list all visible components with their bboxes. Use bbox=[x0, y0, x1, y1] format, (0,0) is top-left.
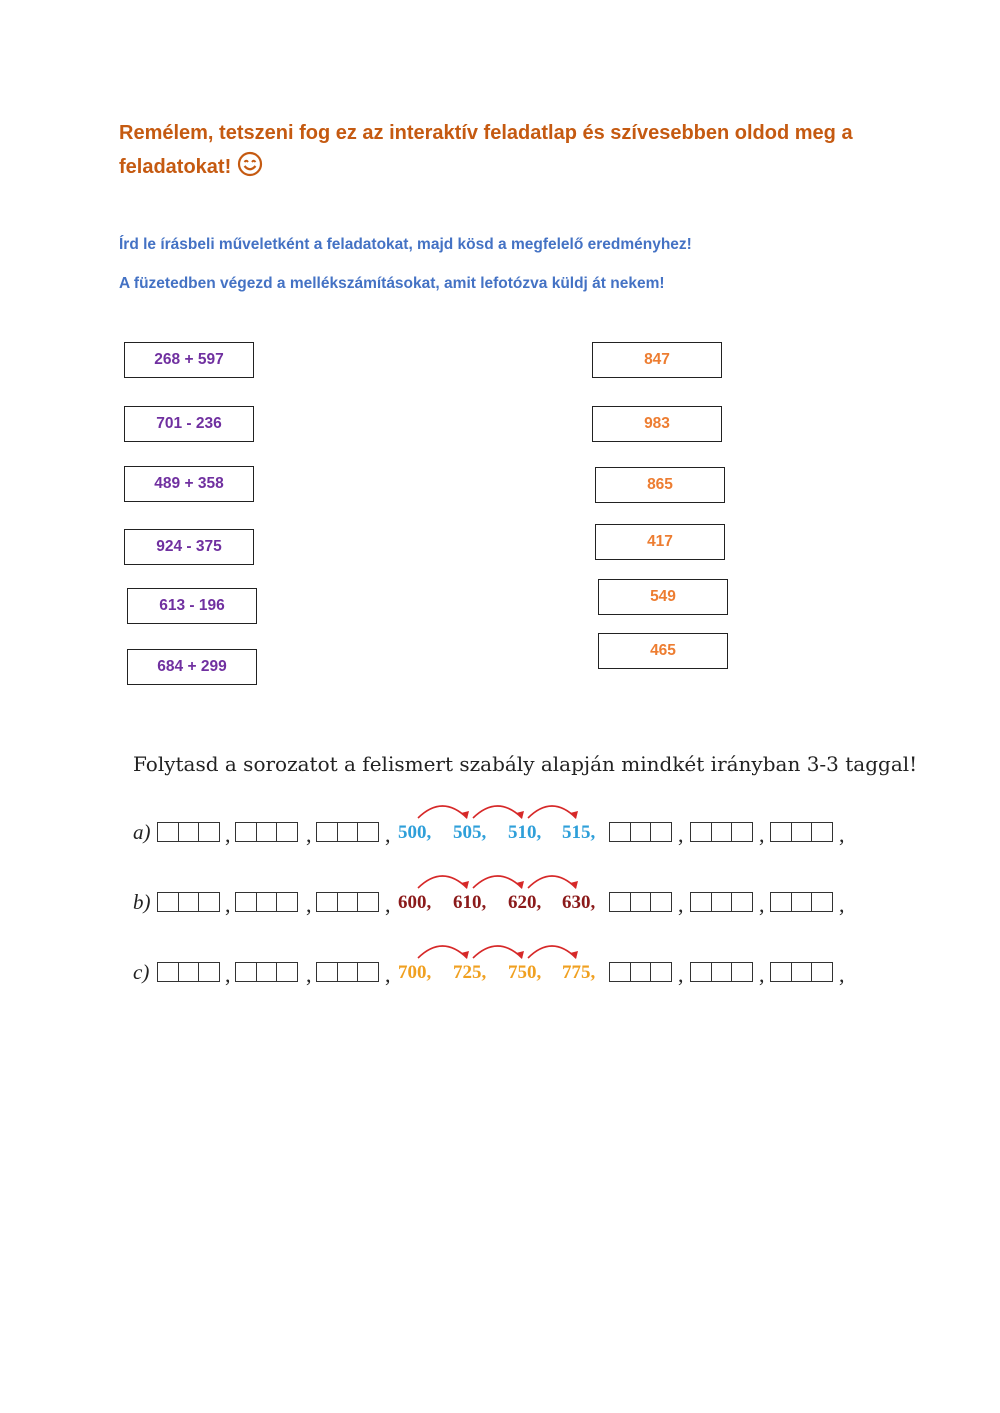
sequence-number: 610, bbox=[453, 892, 487, 913]
digit-cell[interactable] bbox=[770, 822, 792, 842]
digit-cell[interactable] bbox=[731, 822, 753, 842]
sequence-row-label: b) bbox=[133, 890, 151, 914]
sequence-number: 505, bbox=[453, 822, 487, 843]
expression-box-1[interactable]: 268 + 597 bbox=[124, 342, 254, 378]
sequence-title: Folytasd a sorozatot a felismert szabály alapján mindkét irányban 3-3 taggal! bbox=[133, 752, 918, 776]
digit-cell[interactable] bbox=[711, 962, 733, 982]
comma-separator: , bbox=[839, 822, 845, 847]
expression-box-2[interactable]: 701 - 236 bbox=[124, 406, 254, 442]
sequence-number: 750, bbox=[508, 962, 542, 983]
sequence-number: 725, bbox=[453, 962, 487, 983]
answer-input-group[interactable] bbox=[770, 892, 832, 912]
sequence-number: 775, bbox=[562, 962, 596, 983]
comma-separator: , bbox=[306, 892, 312, 917]
sequence-row bbox=[133, 812, 893, 852]
arrowhead-icon bbox=[461, 881, 469, 889]
sequence-row-label: a) bbox=[133, 820, 151, 844]
comma-separator: , bbox=[678, 962, 684, 987]
sequence-arrow bbox=[418, 946, 467, 958]
sequence-arrow bbox=[528, 876, 576, 888]
comma-separator: , bbox=[225, 822, 231, 847]
digit-cell[interactable] bbox=[770, 892, 792, 912]
digit-cell[interactable] bbox=[650, 822, 672, 842]
answer-input-group[interactable] bbox=[609, 962, 671, 982]
answer-input-group[interactable] bbox=[770, 962, 832, 982]
result-box-1[interactable]: 847 bbox=[592, 342, 722, 378]
instruction-1: Írd le írásbeli műveletként a feladatokat, majd kösd a megfelelő eredményhez! bbox=[119, 236, 692, 253]
comma-separator: , bbox=[759, 822, 765, 847]
digit-cell[interactable] bbox=[630, 962, 652, 982]
expression-box-3[interactable]: 489 + 358 bbox=[124, 466, 254, 502]
sequence-number: 700, bbox=[398, 962, 432, 983]
digit-cell[interactable] bbox=[731, 892, 753, 912]
sequence-arrow bbox=[473, 946, 522, 958]
sequence-number: 600, bbox=[398, 892, 432, 913]
digit-cell[interactable] bbox=[650, 892, 672, 912]
comma-separator: , bbox=[385, 822, 391, 847]
digit-cell[interactable] bbox=[690, 892, 712, 912]
sequence-number: 500, bbox=[398, 822, 432, 843]
answer-input-group[interactable] bbox=[690, 892, 752, 912]
expression-box-4[interactable]: 924 - 375 bbox=[124, 529, 254, 565]
sequence-arrows bbox=[133, 870, 613, 900]
sequence-number: 630, bbox=[562, 892, 596, 913]
sequence-arrows bbox=[133, 800, 613, 830]
result-box-4[interactable]: 417 bbox=[595, 524, 725, 560]
digit-cell[interactable] bbox=[791, 822, 813, 842]
arrowhead-icon bbox=[461, 811, 469, 819]
digit-cell[interactable] bbox=[811, 892, 833, 912]
digit-cell[interactable] bbox=[711, 892, 733, 912]
digit-cell[interactable] bbox=[770, 962, 792, 982]
comma-separator: , bbox=[385, 962, 391, 987]
digit-cell[interactable] bbox=[630, 822, 652, 842]
sequence-arrow bbox=[528, 946, 576, 958]
answer-input-group[interactable] bbox=[770, 822, 832, 842]
smiley-face-icon bbox=[237, 151, 263, 177]
result-box-2[interactable]: 983 bbox=[592, 406, 722, 442]
arrowhead-icon bbox=[570, 881, 578, 889]
comma-separator: , bbox=[306, 822, 312, 847]
comma-separator: , bbox=[839, 892, 845, 917]
comma-separator: , bbox=[759, 892, 765, 917]
arrowhead-icon bbox=[516, 811, 524, 819]
arrowhead-icon bbox=[570, 951, 578, 959]
arrowhead-icon bbox=[461, 951, 469, 959]
answer-input-group[interactable] bbox=[690, 962, 752, 982]
digit-cell[interactable] bbox=[690, 822, 712, 842]
digit-cell[interactable] bbox=[731, 962, 753, 982]
sequence-arrows bbox=[133, 940, 613, 970]
comma-separator: , bbox=[678, 892, 684, 917]
sequence-row bbox=[133, 882, 893, 922]
comma-separator: , bbox=[225, 962, 231, 987]
sequence-arrow bbox=[473, 876, 522, 888]
digit-cell[interactable] bbox=[690, 962, 712, 982]
sequence-number: 515, bbox=[562, 822, 596, 843]
sequence-arrow bbox=[418, 876, 467, 888]
comma-separator: , bbox=[306, 962, 312, 987]
comma-separator: , bbox=[385, 892, 391, 917]
sequence-number: 510, bbox=[508, 822, 542, 843]
digit-cell[interactable] bbox=[650, 962, 672, 982]
digit-cell[interactable] bbox=[791, 892, 813, 912]
digit-cell[interactable] bbox=[791, 962, 813, 982]
digit-cell[interactable] bbox=[811, 962, 833, 982]
answer-input-group[interactable] bbox=[609, 822, 671, 842]
intro-text: Remélem, tetszeni fog ez az interaktív feladatlap és szívesebben oldod meg a feladatokat! bbox=[119, 122, 853, 178]
sequence-arrow bbox=[473, 806, 522, 818]
sequence-arrow bbox=[528, 806, 576, 818]
comma-separator: , bbox=[678, 822, 684, 847]
result-box-5[interactable]: 549 bbox=[598, 579, 728, 615]
digit-cell[interactable] bbox=[711, 822, 733, 842]
arrowhead-icon bbox=[570, 811, 578, 819]
sequence-row bbox=[133, 952, 893, 992]
sequence-row-label: c) bbox=[133, 960, 150, 984]
comma-separator: , bbox=[225, 892, 231, 917]
digit-cell[interactable] bbox=[630, 892, 652, 912]
instruction-2: A füzetedben végezd a mellékszámításokat, amit lefotózva küldj át nekem! bbox=[119, 275, 665, 292]
sequence-arrow bbox=[418, 806, 467, 818]
expression-box-5[interactable]: 613 - 196 bbox=[127, 588, 257, 624]
result-box-6[interactable]: 465 bbox=[598, 633, 728, 669]
arrowhead-icon bbox=[516, 881, 524, 889]
digit-cell[interactable] bbox=[811, 822, 833, 842]
comma-separator: , bbox=[759, 962, 765, 987]
result-box-3[interactable]: 865 bbox=[595, 467, 725, 503]
comma-separator: , bbox=[839, 962, 845, 987]
expression-box-6[interactable]: 684 + 299 bbox=[127, 649, 257, 685]
sequence-number: 620, bbox=[508, 892, 542, 913]
arrowhead-icon bbox=[516, 951, 524, 959]
answer-input-group[interactable] bbox=[690, 822, 752, 842]
answer-input-group[interactable] bbox=[609, 892, 671, 912]
